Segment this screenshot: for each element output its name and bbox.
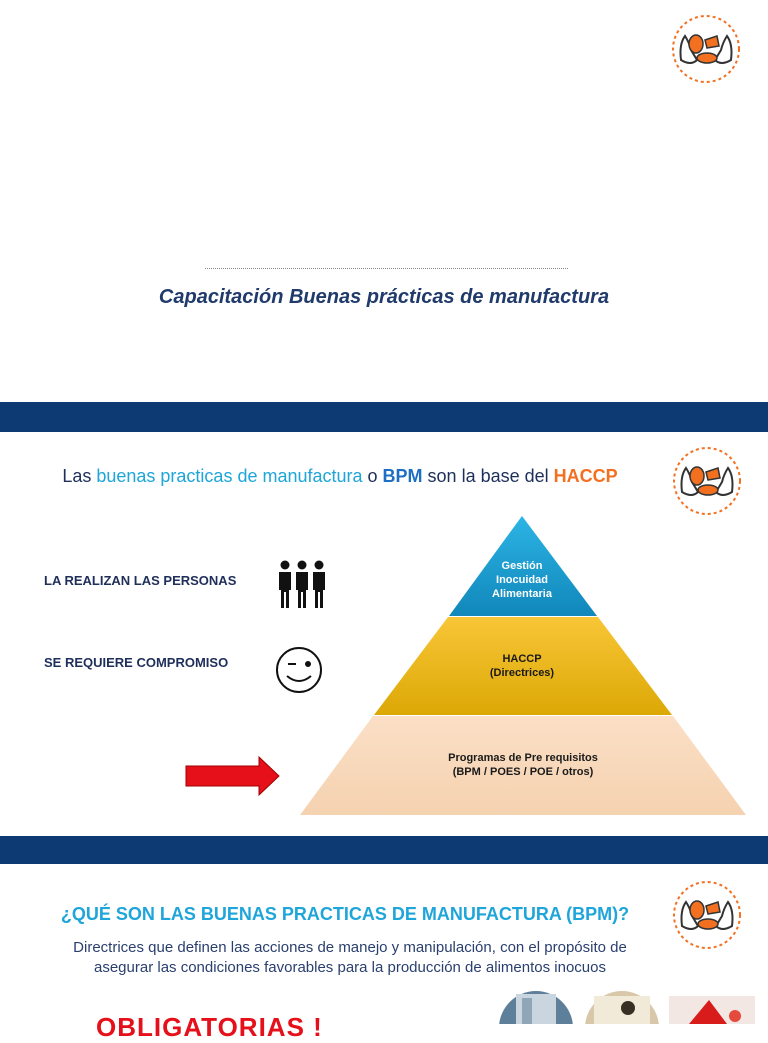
logo-slide2 [668, 446, 746, 516]
definition-line: asegurar las condiciones favorables para la producción de alimentos inocuos [94, 959, 606, 976]
bpm-definition [20, 938, 680, 978]
pyramid-bottom-line: Programas de Pre requisitos [448, 752, 598, 764]
pyramid-top-line: Gestión [501, 560, 543, 572]
heading-text: o [362, 466, 383, 486]
slide-separator-band [0, 402, 768, 432]
pyramid-top-label [472, 559, 572, 601]
pyramid-top-line: Inocuidad [496, 574, 548, 586]
definition-line: Directrices que definen las acciones de manejo y manipulación, con el propósito de [73, 939, 627, 956]
heading-highlight-bpm: BPM [382, 466, 423, 486]
photo-red-food [669, 996, 755, 1024]
slide2-heading [0, 466, 680, 487]
heading-text: Las [62, 466, 97, 486]
heading-text: son la base del [422, 466, 554, 486]
right-arrow-icon [185, 756, 281, 801]
pyramid-bottom-label [412, 751, 634, 779]
page-title: Capacitación Buenas prácticas de manufactura [158, 286, 610, 308]
pyramid-bottom-line: (BPM / POES / POE / otros) [452, 766, 594, 778]
logo-top [667, 14, 745, 84]
title-divider [205, 268, 568, 269]
pyramid-top-line: Alimentaria [492, 588, 552, 600]
photo-equipment [498, 990, 574, 1024]
photo-kitchen-worker [584, 990, 660, 1024]
bullet-item [26, 655, 228, 670]
hands-food-logo-icon [668, 446, 746, 516]
heading-highlight-bpm-long: buenas practicas de manufactura [96, 466, 363, 486]
heading-highlight-haccp: HACCP [553, 466, 618, 486]
pyramid-middle-line: (Directrices) [489, 667, 555, 679]
bullet-text: SE REQUIERE COMPROMISO [44, 655, 229, 670]
bullet-text: LA REALIZAN LAS PERSONAS [44, 573, 237, 588]
bullet-item [26, 573, 236, 588]
pyramid-middle-line: HACCP [502, 653, 542, 665]
slide3-heading: ¿QUÉ SON LAS BUENAS PRACTICAS DE MANUFACTURA (BPM)? [60, 904, 630, 924]
slide-separator-band [0, 836, 768, 864]
obligatorias-text: OBLIGATORIAS ! [96, 1012, 323, 1042]
pyramid-middle-label [452, 652, 592, 680]
hands-food-logo-icon [667, 14, 745, 84]
